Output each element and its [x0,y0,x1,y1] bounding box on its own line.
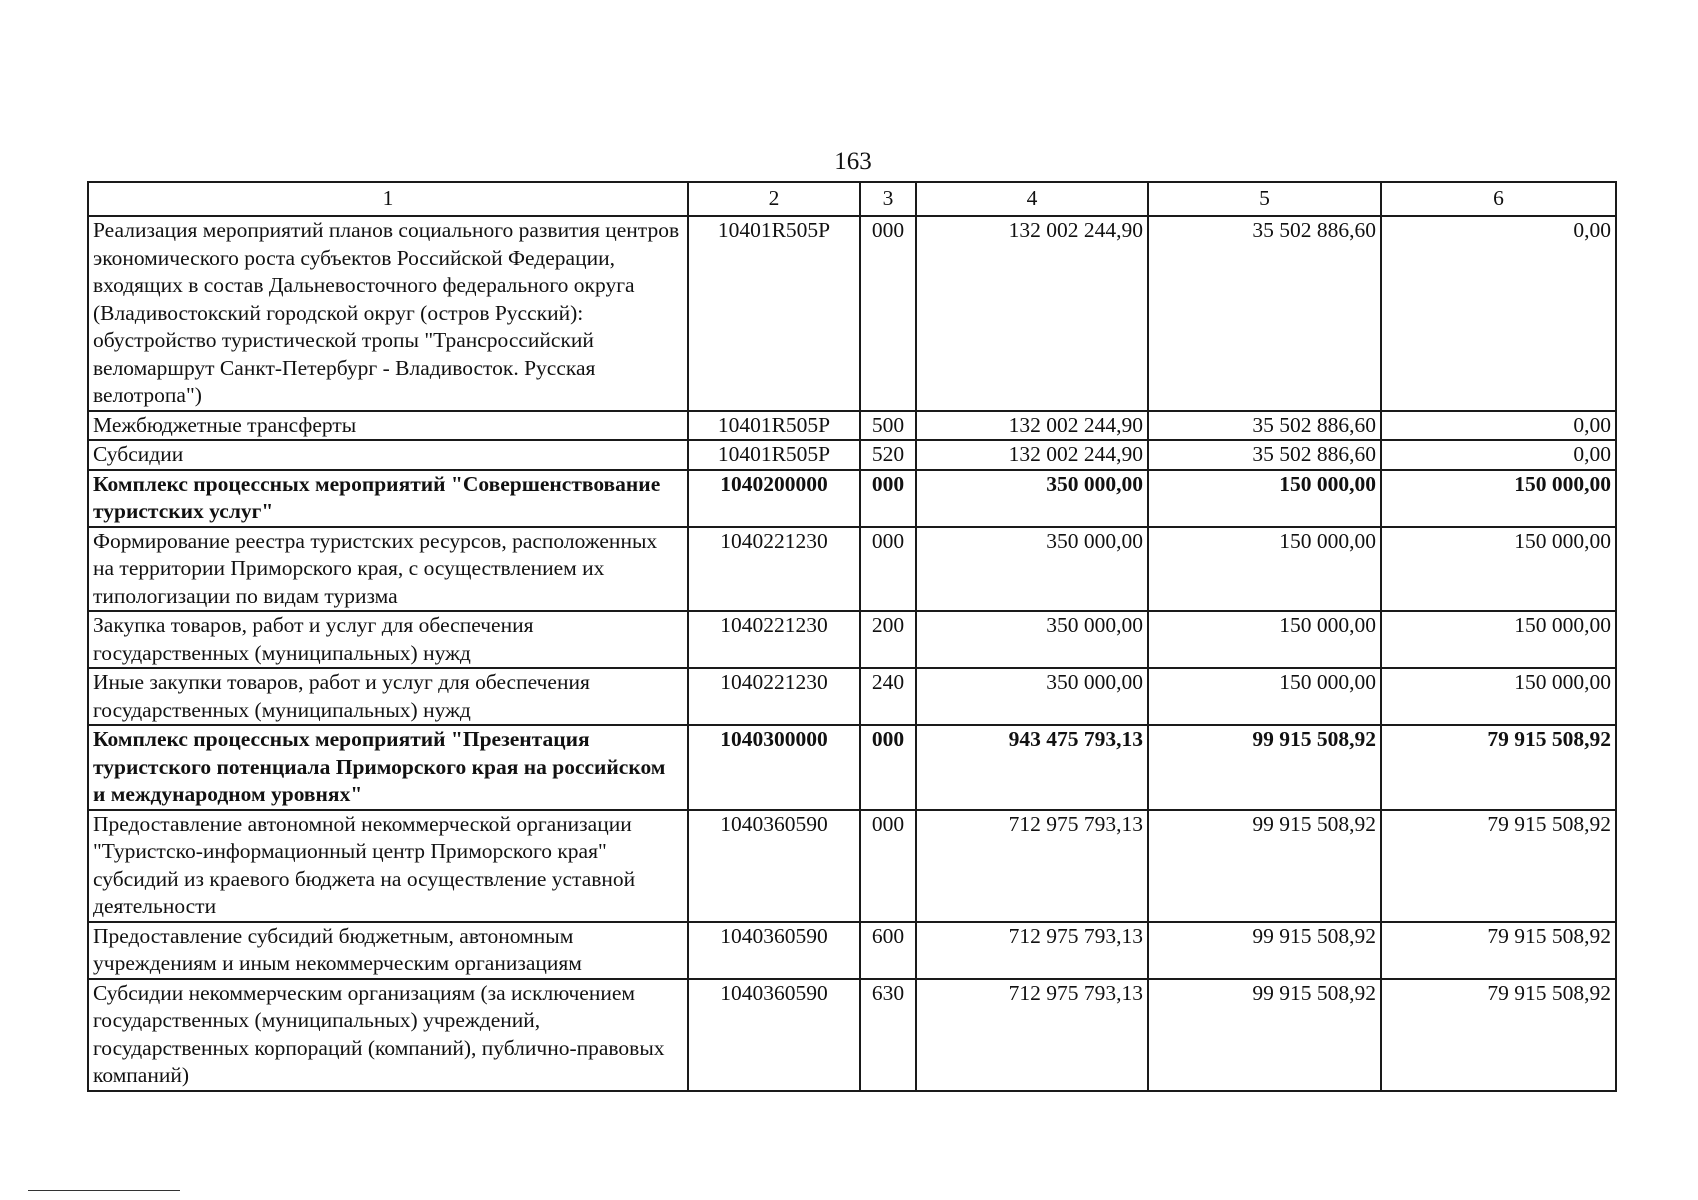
column-header: 4 [916,182,1148,216]
amount-col6: 0,00 [1381,440,1616,470]
amount-col5: 99 915 508,92 [1148,810,1381,922]
target-code: 1040221230 [688,668,860,725]
item-name: Предоставление субсидий бюджетным, автономным учреждениям и иным некоммерческим организациям [88,922,688,979]
table-row [88,668,1616,725]
target-code: 1040300000 [688,725,860,810]
target-code: 1040360590 [688,922,860,979]
amount-col4: 350 000,00 [916,611,1148,668]
item-name: Комплекс процессных мероприятий "Презентация туристского потенциала Приморского края на российском и международном уровнях" [88,725,688,810]
item-name: Межбюджетные трансферты [88,411,688,441]
table-row [88,725,1616,810]
column-header: 1 [88,182,688,216]
expense-type: 000 [860,810,916,922]
expense-type: 600 [860,922,916,979]
column-header: 3 [860,182,916,216]
amount-col6: 0,00 [1381,411,1616,441]
expense-type: 000 [860,216,916,411]
target-code: 1040360590 [688,810,860,922]
amount-col6: 150 000,00 [1381,470,1616,527]
expense-type: 520 [860,440,916,470]
amount-col4: 350 000,00 [916,668,1148,725]
amount-col4: 712 975 793,13 [916,979,1148,1091]
table-row [88,527,1616,612]
item-name: Комплекс процессных мероприятий "Совершенствование туристских услуг" [88,470,688,527]
amount-col4: 132 002 244,90 [916,440,1148,470]
amount-col5: 99 915 508,92 [1148,922,1381,979]
item-name: Реализация мероприятий планов социального развития центров экономического роста субъектов Российской Федерации, входящих в состав Дальневосточного федерального округа (Владивостокский городской округ (остров Русский): обустройство туристической тропы "Трансроссийский веломаршрут Санкт-Петербург - Владивосток. Русская велотропа") [88,216,688,411]
target-code: 10401R505P [688,411,860,441]
column-header: 2 [688,182,860,216]
table-row [88,411,1616,441]
amount-col6: 0,00 [1381,216,1616,411]
amount-col5: 150 000,00 [1148,668,1381,725]
table-row [88,440,1616,470]
target-code: 10401R505P [688,216,860,411]
budget-table [87,181,1617,1092]
column-number-row [88,182,1616,216]
amount-col6: 150 000,00 [1381,611,1616,668]
expense-type: 630 [860,979,916,1091]
table-row [88,611,1616,668]
amount-col5: 35 502 886,60 [1148,411,1381,441]
expense-type: 240 [860,668,916,725]
amount-col6: 79 915 508,92 [1381,810,1616,922]
target-code: 10401R505P [688,440,860,470]
amount-col6: 79 915 508,92 [1381,725,1616,810]
amount-col5: 99 915 508,92 [1148,725,1381,810]
expense-type: 200 [860,611,916,668]
amount-col5: 35 502 886,60 [1148,440,1381,470]
item-name: Субсидии некоммерческим организациям (за исключением государственных (муниципальных) учреждений, государственных корпораций (компаний), публично-правовых компаний) [88,979,688,1091]
expense-type: 000 [860,470,916,527]
table-row [88,810,1616,922]
amount-col6: 79 915 508,92 [1381,979,1616,1091]
expense-type: 000 [860,725,916,810]
table-row [88,979,1616,1091]
amount-col6: 150 000,00 [1381,668,1616,725]
amount-col5: 35 502 886,60 [1148,216,1381,411]
amount-col4: 350 000,00 [916,470,1148,527]
item-name: Формирование реестра туристских ресурсов, расположенных на территории Приморского края, с осуществлением их типологизации по видам туризма [88,527,688,612]
target-code: 1040200000 [688,470,860,527]
page-number: 163 [834,148,872,175]
amount-col5: 150 000,00 [1148,611,1381,668]
amount-col4: 132 002 244,90 [916,216,1148,411]
target-code: 1040360590 [688,979,860,1091]
item-name: Закупка товаров, работ и услуг для обеспечения государственных (муниципальных) нужд [88,611,688,668]
amount-col4: 943 475 793,13 [916,725,1148,810]
target-code: 1040221230 [688,611,860,668]
amount-col4: 350 000,00 [916,527,1148,612]
amount-col4: 712 975 793,13 [916,810,1148,922]
expense-type: 500 [860,411,916,441]
amount-col5: 99 915 508,92 [1148,979,1381,1091]
item-name: Предоставление автономной некоммерческой организации "Туристско-информационный центр Приморского края" субсидий из краевого бюджета на осуществление уставной деятельности [88,810,688,922]
amount-col5: 150 000,00 [1148,470,1381,527]
amount-col6: 79 915 508,92 [1381,922,1616,979]
column-header: 6 [1381,182,1616,216]
amount-col5: 150 000,00 [1148,527,1381,612]
item-name: Субсидии [88,440,688,470]
amount-col4: 132 002 244,90 [916,411,1148,441]
target-code: 1040221230 [688,527,860,612]
table-row [88,216,1616,411]
column-header: 5 [1148,182,1381,216]
amount-col6: 150 000,00 [1381,527,1616,612]
expense-type: 000 [860,527,916,612]
item-name: Иные закупки товаров, работ и услуг для обеспечения государственных (муниципальных) нужд [88,668,688,725]
footnote-rule [28,1190,180,1191]
table-row [88,470,1616,527]
table-row [88,922,1616,979]
amount-col4: 712 975 793,13 [916,922,1148,979]
